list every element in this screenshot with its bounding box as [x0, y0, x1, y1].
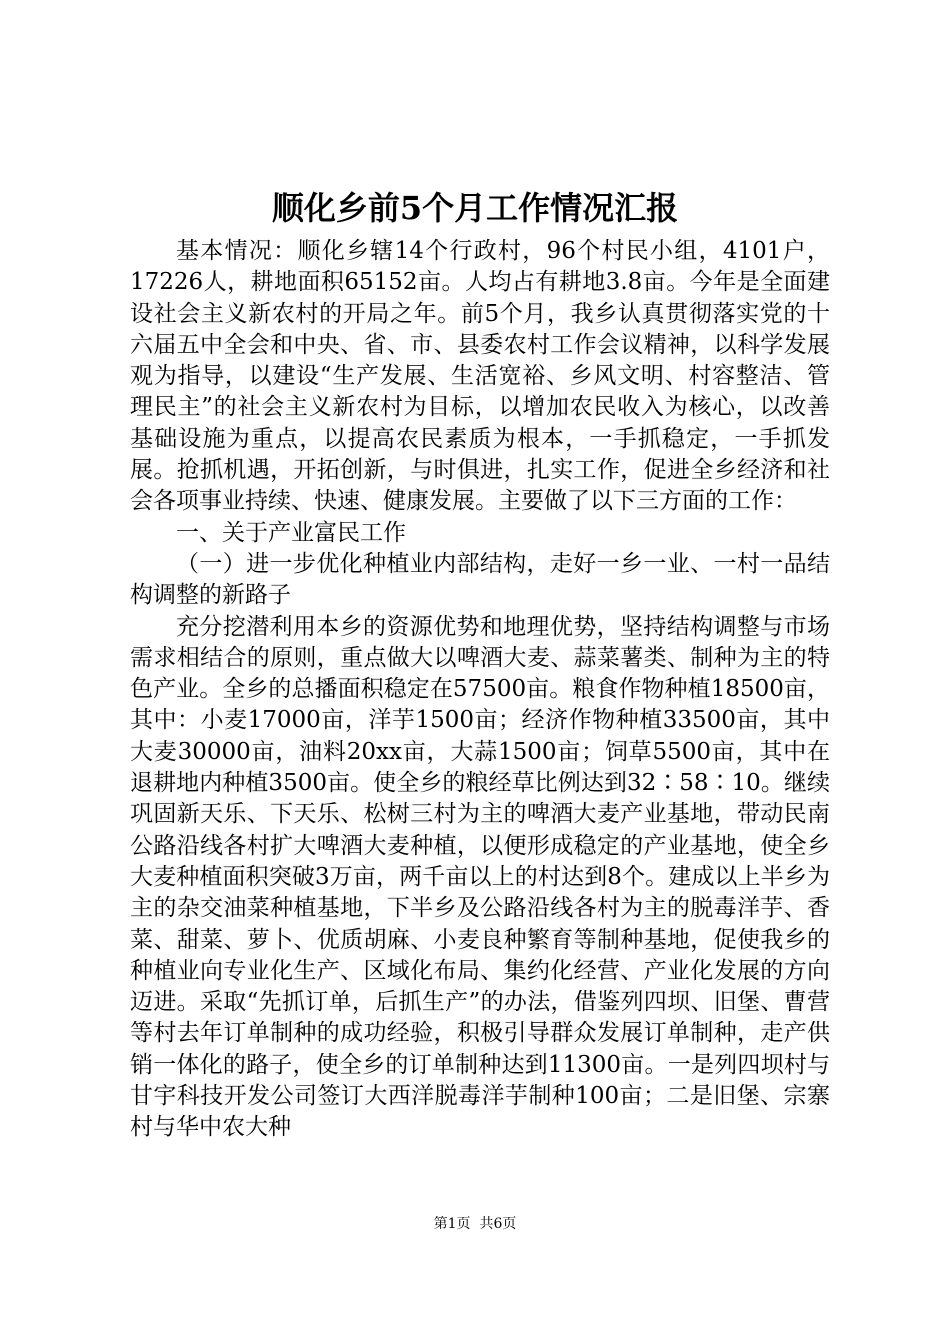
subsection-heading-planting: （一）进一步优化种植业内部结构，走好一乡一业、一村一品结构调整的新路子 — [130, 550, 830, 609]
page-number-label: 第1页 共6页 — [433, 1216, 517, 1232]
section-heading-industry: 一、关于产业富民工作 — [176, 519, 406, 546]
document-body — [130, 236, 830, 1144]
document-title: 顺化乡前5个月工作情况汇报 — [271, 189, 679, 227]
page-footer — [0, 1213, 950, 1235]
paragraph-basic-situation: 基本情况：顺化乡辖14个行政村，96个村民小组，4101户，17226人，耕地面积65152亩。人均占有耕地3.8亩。今年是全面建设社会主义新农村的开局之年。前5个月，我乡认真贯彻落实党的十六届五中全会和中央、省、市、县委农村工作会议精神，以科学发展观为指导，以建设“生产发展、生活宽裕、乡风文明、村容整洁、管理民主”的社会主义新农村为目标，以增加农民收入为核心，以改善基础设施为重点，以提高农民素质为根本，一手抓稳定，一手抓发展。抢抓机遇，开拓创新，与时俱进，扎实工作，促进全乡经济和社会各项事业持续、快速、健康发展。主要做了以下三方面的工作： — [130, 238, 830, 515]
paragraph-planting-details: 充分挖潜利用本乡的资源优势和地理优势，坚持结构调整与市场需求相结合的原则，重点做大以啤酒大麦、蒜菜薯类、制种为主的特色产业。全乡的总播面积稳定在57500亩。粮食作物种植18500亩，其中：小麦17000亩，洋芋1500亩；经济作物种植33500亩，其中大麦30000亩，油料20xx亩，大蒜1500亩；饲草5500亩，其中在退耕地内种植3500亩。使全乡的粮经草比例达到32∶58∶10。继续巩固新天乐、下天乐、松树三村为主的啤酒大麦产业基地，带动民南公路沿线各村扩大啤酒大麦种植，以便形成稳定的产业基地，使全乡大麦种植面积突破3万亩，两千亩以上的村达到8个。建成以上半乡为主的杂交油菜种植基地，下半乡及公路沿线各村为主的脱毒洋芋、香菜、甜菜、萝卜、优质胡麻、小麦良种繁育等制种基地，促使我乡的种植业向专业化生产、区域化布局、集约化经营、产业化发展的方向迈进。采取“先抓订单，后抓生产”的办法，借鉴列四坝、旧堡、曹营等村去年订单制种的成功经验，积极引导群众发展订单制种，走产供销一体化的路子，使全乡的订单制种达到11300亩。一是列四坝村与甘宇科技开发公司签订大西洋脱毒洋芋制种100亩；二是旧堡、宗寨村与华中农大种 — [130, 613, 830, 1141]
